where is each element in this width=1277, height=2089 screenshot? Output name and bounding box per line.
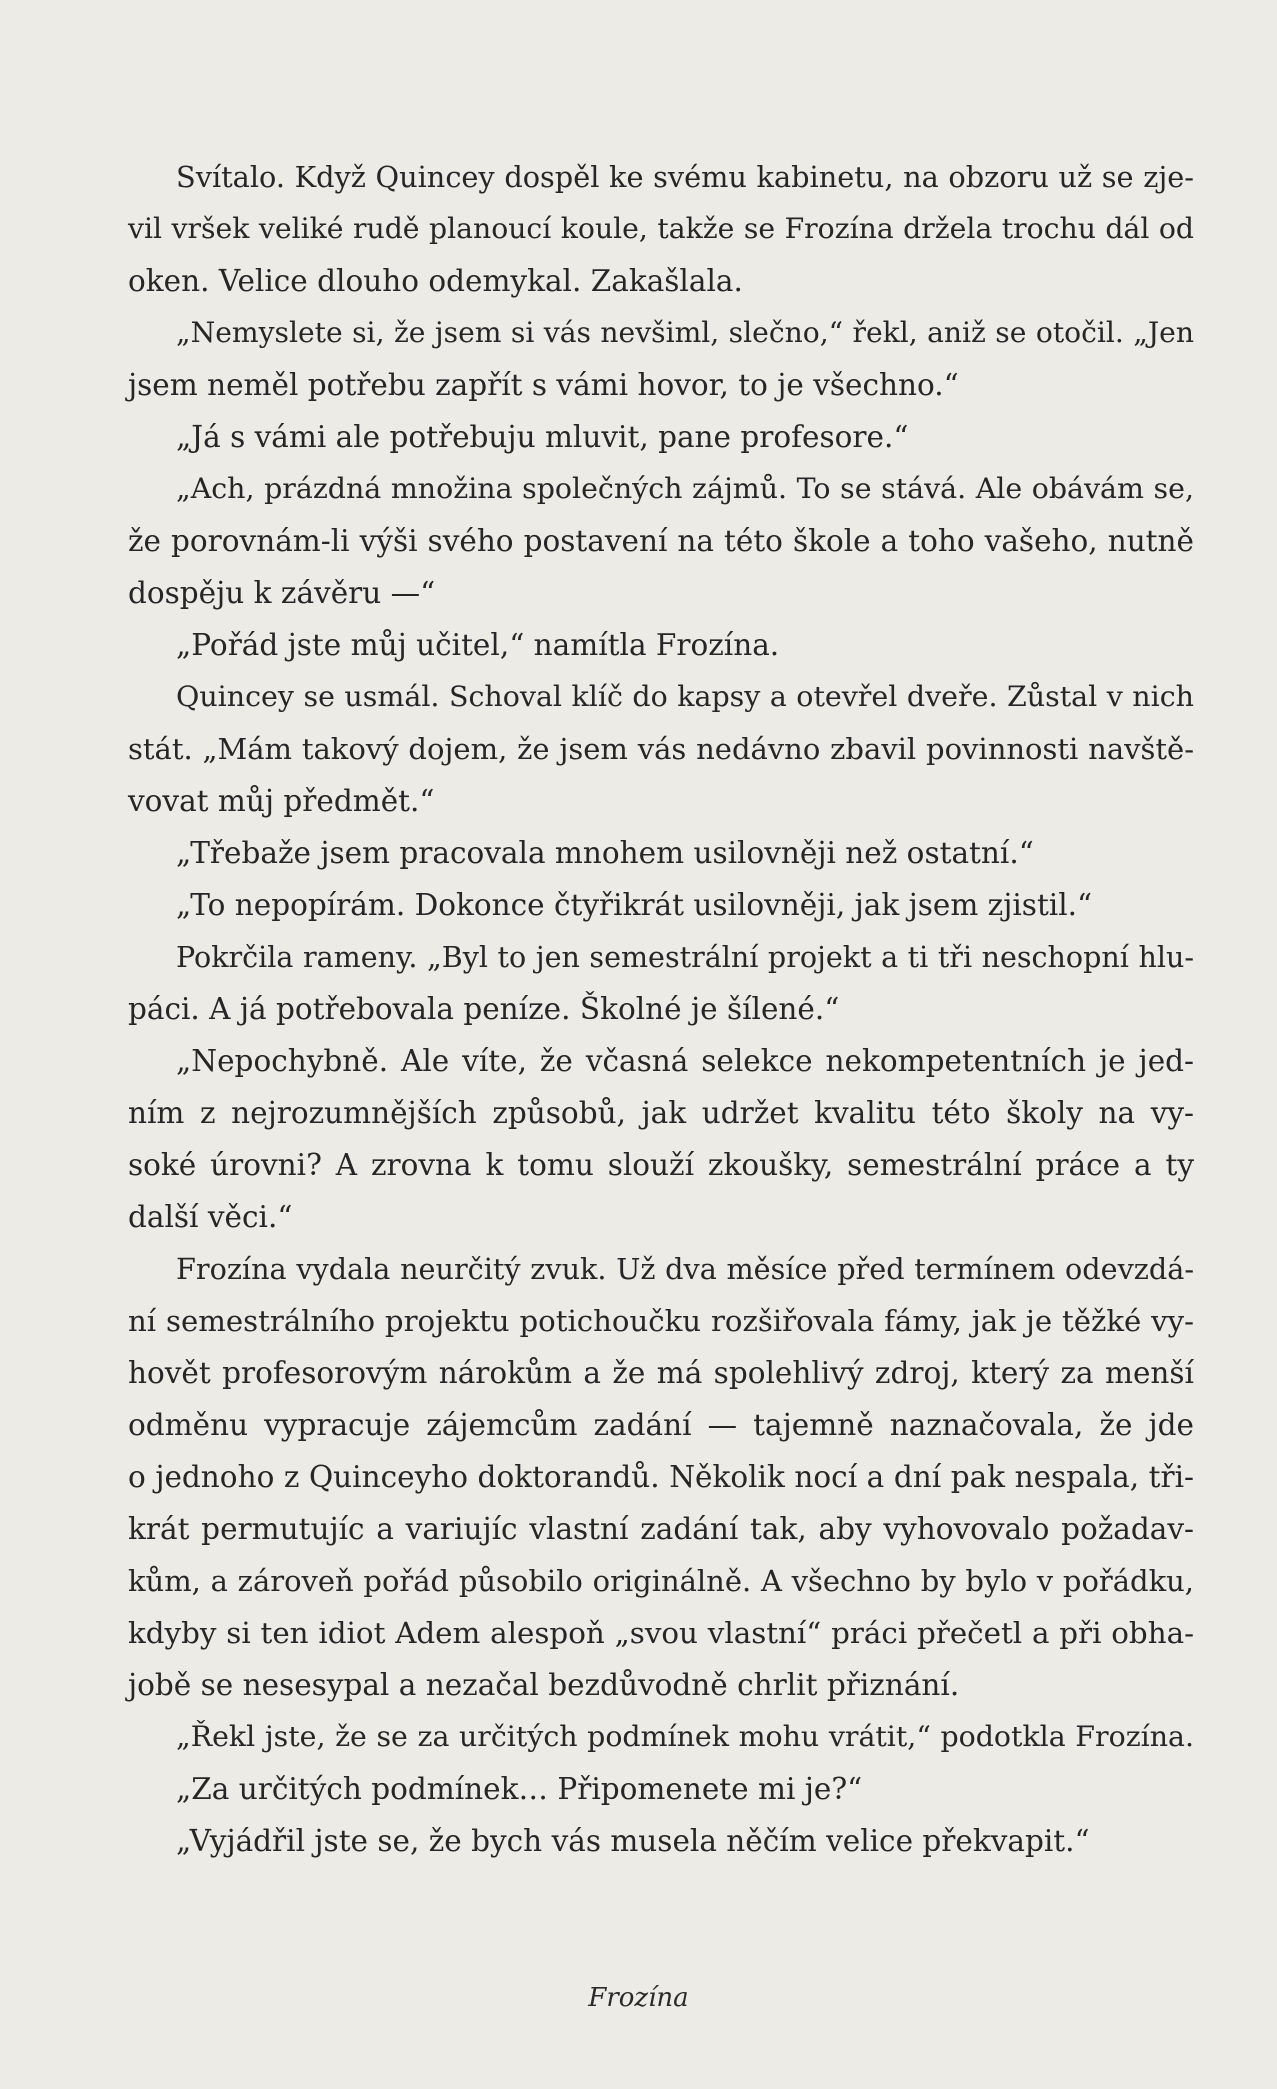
text-line: vovat můj předmět.“ — [128, 784, 435, 818]
text-line: „Řekl jste, že se za určitých podmínek mohu vrátit,“ podotkla Frozína. — [176, 1720, 1194, 1753]
text-line: stát. „Mám takový dojem, že jsem vás nedávno zbavil povinnosti navště- — [128, 732, 1194, 766]
text-line: „Vyjádřil jste se, že bych vás musela něčím velice překvapit.“ — [176, 1824, 1090, 1858]
text-line: Frozína vydala neurčitý zvuk. Už dva měsíce před termínem odevzdá- — [176, 1252, 1194, 1286]
text-line: dospěju k závěru —“ — [128, 576, 436, 610]
text-line: jobě se nesesypal a nezačal bezdůvodně chrlit přiznání. — [128, 1668, 960, 1702]
text-line: „Já s vámi ale potřebuju mluvit, pane profesore.“ — [176, 420, 909, 454]
text-line: jsem neměl potřebu zapřít s vámi hovor, to je všechno.“ — [128, 368, 959, 402]
text-line: vil vršek veliké rudě planoucí koule, takže se Frozína držela trochu dál od — [128, 212, 1194, 245]
text-line: páci. A já potřebovala peníze. Školné je šílené.“ — [128, 992, 840, 1026]
text-line: „Pořád jste můj učitel,“ namítla Frozína. — [176, 628, 780, 662]
running-footer-title: Frozína — [588, 1983, 689, 2013]
text-line: Quincey se usmál. Schoval klíč do kapsy a otevřel dveře. Zůstal v nich — [176, 680, 1194, 713]
text-line: že porovnám-li výši svého postavení na této škole a toho vašeho, nutně — [128, 524, 1194, 558]
text-line: „Nemyslete si, že jsem si vás nevšiml, slečno,“ řekl, aniž se otočil. „Jen — [176, 316, 1194, 349]
text-line: oken. Velice dlouho odemykal. Zakašlala. — [128, 264, 743, 298]
text-line: Pokrčila rameny. „Byl to jen semestrální projekt a ti tři neschopní hlu- — [176, 940, 1194, 974]
text-line: ní semestrálního projektu potichoučku rozšiřovala fámy, jak je těžké vy- — [128, 1304, 1194, 1338]
text-line: „To nepopírám. Dokonce čtyřikrát usilovněji, jak jsem zjistil.“ — [176, 888, 1093, 922]
text-line: „Ach, prázdná množina společných zájmů. To se stává. Ale obávám se, — [176, 472, 1194, 505]
text-line: „Za určitých podmínek… Připomenete mi je?“ — [176, 1772, 863, 1806]
text-line: ním z nejrozumnějších způsobů, jak udržet kvalitu této školy na vy- — [128, 1096, 1194, 1130]
text-line: soké úrovni? A zrovna k tomu slouží zkoušky, semestrální práce a ty — [128, 1148, 1194, 1182]
text-line: hovět profesorovým nárokům a že má spolehlivý zdroj, který za menší — [128, 1356, 1194, 1390]
text-line: o jednoho z Quinceyho doktorandů. Několik nocí a dní pak nespala, tři- — [128, 1460, 1194, 1494]
text-line: odměnu vypracuje zájemcům zadání — tajemně naznačovala, že jde — [128, 1408, 1194, 1442]
text-line: kdyby si ten idiot Adem alespoň „svou vlastní“ práci přečetl a při obha- — [128, 1616, 1194, 1650]
text-line: krát permutujíc a variujíc vlastní zadání tak, aby vyhovovalo požadav- — [128, 1512, 1194, 1546]
text-line: Svítalo. Když Quincey dospěl ke svému kabinetu, na obzoru už se zje- — [176, 160, 1194, 194]
text-line: „Nepochybně. Ale víte, že včasná selekce nekompetentních je jed- — [176, 1044, 1194, 1078]
text-line: „Třebaže jsem pracovala mnohem usilovněji než ostatní.“ — [176, 836, 1034, 870]
text-line: další věci.“ — [128, 1200, 293, 1234]
text-line: kům, a zároveň pořád působilo originálně. A všechno by bylo v pořádku, — [128, 1564, 1194, 1598]
body-text — [128, 151, 1194, 1867]
